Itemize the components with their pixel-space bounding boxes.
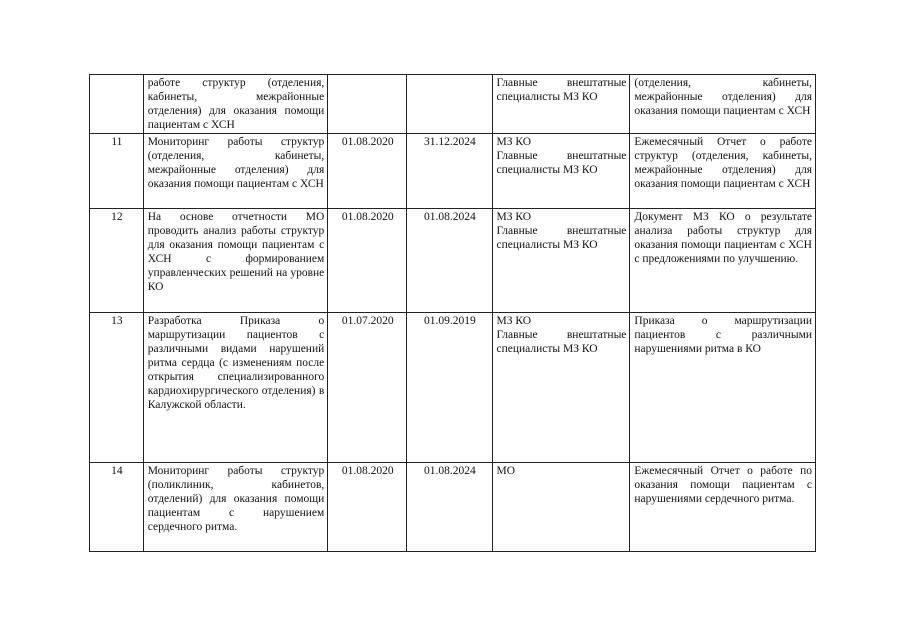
end-date-cell: 01.08.2024 <box>407 209 492 313</box>
row-number: 13 <box>90 313 144 463</box>
row-number <box>90 75 144 134</box>
result-cell: Приказа о маршрутизации пациентов с различными нарушениями ритма в КО <box>630 313 816 463</box>
table-row <box>90 75 816 134</box>
responsible-line: Главные внештатные специалисты МЗ КО <box>496 329 627 355</box>
start-date-cell: 01.08.2020 <box>328 209 407 313</box>
responsible-cell <box>492 313 630 463</box>
table-row <box>90 134 816 209</box>
row-number: 11 <box>90 134 144 209</box>
responsible-cell <box>492 463 630 552</box>
end-date-cell: 01.08.2024 <box>407 463 492 552</box>
start-date-cell: 01.08.2020 <box>328 134 407 209</box>
responsible-line: МЗ КО <box>496 211 532 223</box>
end-date-cell <box>407 75 492 134</box>
responsible-cell <box>492 134 630 209</box>
task-cell: Мониторинг работы структур (поликлиник, кабинетов, отделений) для оказания помощи пациентам с нарушением сердечного ритма. <box>143 463 328 552</box>
result-cell: Ежемесячный Отчет о работе по оказания помощи пациентам с нарушениями сердечного ритма. <box>630 463 816 552</box>
row-number: 14 <box>90 463 144 552</box>
row-number: 12 <box>90 209 144 313</box>
task-cell: работе структур (отделения, кабинеты, межрайонные отделения) для оказания помощи пациентам с ХСН <box>143 75 328 134</box>
responsible-line: МЗ КО <box>496 136 532 148</box>
responsible-line: Главные внештатные специалисты МЗ КО <box>496 77 627 103</box>
responsible-line: МО <box>496 465 516 477</box>
task-cell: Разработка Приказа о маршрутизации пациентов с различными видами нарушений ритма сердца (с изменениям после открытия специализированного кардиохирургического отделения) в Калужской области. <box>143 313 328 463</box>
result-cell: (отделения, кабинеты, межрайонные отделения) для оказания помощи пациентам с ХСН <box>630 75 816 134</box>
end-date-cell: 01.09.2019 <box>407 313 492 463</box>
table-row <box>90 463 816 552</box>
responsible-line: Главные внештатные специалисты МЗ КО <box>496 225 627 251</box>
end-date-cell: 31.12.2024 <box>407 134 492 209</box>
action-plan-table <box>89 74 816 552</box>
task-cell: Мониторинг работы структур (отделения, кабинеты, межрайонные отделения) для оказания помощи пациентам с ХСН <box>143 134 328 209</box>
task-cell: На основе отчетности МО проводить анализ работы структур для оказания помощи пациентам с ХСН с формированием управленческих решений на уровне КО <box>143 209 328 313</box>
start-date-cell: 01.08.2020 <box>328 463 407 552</box>
responsible-cell <box>492 209 630 313</box>
responsible-cell <box>492 75 630 134</box>
result-cell: Документ МЗ КО о результате анализа работы структур для оказания помощи пациентам с ХСН с предложениями по улучшению. <box>630 209 816 313</box>
result-cell: Ежемесячный Отчет о работе структур (отделения, кабинеты, межрайонные отделения) для оказания помощи пациентам с ХСН <box>630 134 816 209</box>
responsible-line: МЗ КО <box>496 315 532 327</box>
responsible-line: Главные внештатные специалисты МЗ КО <box>496 150 627 176</box>
table-row <box>90 313 816 463</box>
table-row <box>90 209 816 313</box>
start-date-cell: 01.07.2020 <box>328 313 407 463</box>
start-date-cell <box>328 75 407 134</box>
